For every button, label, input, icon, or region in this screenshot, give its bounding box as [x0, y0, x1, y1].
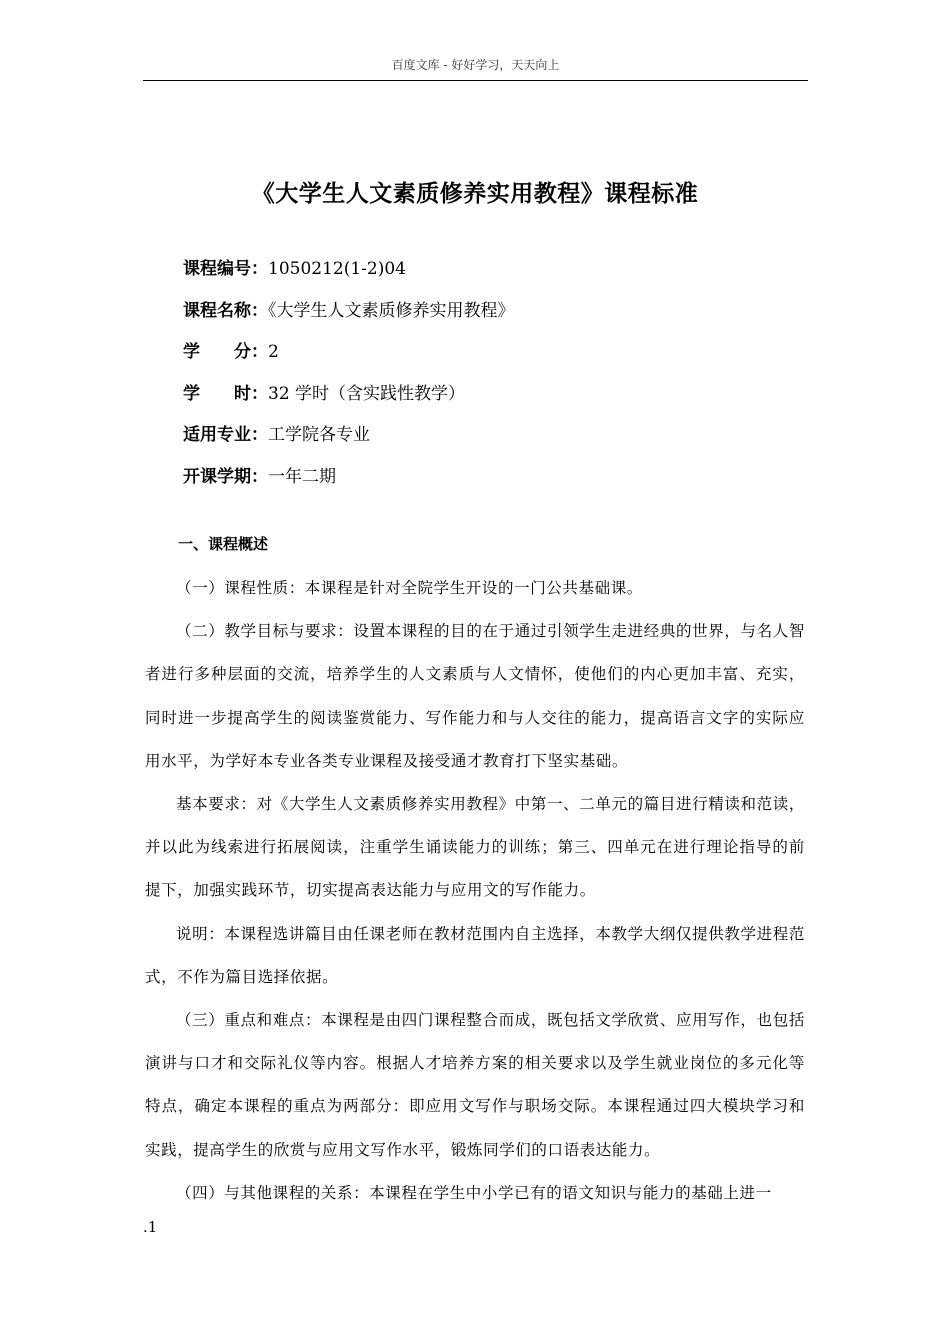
info-value: 工学院各专业 — [268, 425, 370, 445]
info-value: 《大学生人文素质修养实用教程》 — [268, 300, 515, 321]
header-text: 百度文库 - 好好学习，天天向上 — [391, 58, 560, 72]
info-row-course-name — [183, 298, 803, 340]
info-value: 32 学时（含实践性教学） — [268, 383, 466, 404]
info-value: 一年二期 — [268, 466, 336, 487]
course-info-list — [183, 256, 803, 505]
paragraph-course-nature: （一）课程性质：本课程是针对全院学生开设的一门公共基础课。 — [176, 579, 643, 597]
info-row-majors — [183, 422, 803, 464]
info-row-semester — [183, 464, 803, 506]
info-label: 课程编号： — [183, 259, 268, 279]
page-number: .1 — [143, 1218, 158, 1236]
info-row-course-code — [183, 256, 803, 298]
info-label: 学 时： — [183, 383, 268, 404]
info-value: 2 — [268, 342, 279, 362]
info-label: 适用专业： — [183, 425, 268, 445]
page-header — [143, 54, 808, 81]
info-label: 学 分： — [183, 342, 268, 362]
paragraph-note: 说明：本课程选讲篇目由任课老师在教材范围内自主选择，本教学大纲仅提供教学进程范式，不作为篇目选择依据。 — [145, 924, 805, 986]
paragraph-related-courses: （四）与其他课程的关系：本课程在学生中小学已有的语文知识与能力的基础上进一 — [176, 1183, 772, 1202]
info-label: 课程名称： — [183, 300, 268, 321]
paragraph-key-points: （三）重点和难点：本课程是由四门课程整合而成，既包括文学欣赏、应用写作，也包括演讲与口才和交际礼仪等内容。根据人才培养方案的相关要求以及学生就业岗位的多元化等特点，确定本课程的重点为两部分：即应用文写作与职场交际。本课程通过四大模块学习和实践，提高学生的欣赏与应用文写作水平，锻炼同学们的口语表达能力。 — [145, 1011, 805, 1159]
document-title: 《大学生人文素质修养实用教程》课程标准 — [251, 181, 699, 207]
info-row-hours — [183, 381, 803, 423]
paragraph-basic-requirements: 基本要求：对《大学生人文素质修养实用教程》中第一、二单元的篇目进行精读和范读，并以此为线索进行拓展阅读，注重学生诵读能力的训练；第三、四单元在进行理论指导的前提下，加强实践环节，切实提高表达能力与应用文的写作能力。 — [145, 795, 805, 900]
section-body — [145, 567, 805, 1215]
section-heading: 一、课程概述 — [178, 535, 269, 553]
info-label: 开课学期： — [183, 466, 268, 487]
paragraph-teaching-goals: （二）教学目标与要求：设置本课程的目的在于通过引领学生走进经典的世界，与名人智者进行多种层面的交流，培养学生的人文素质与人文情怀，使他们的内心更加丰富、充实，同时进一步提高学生的阅读鉴赏能力、写作能力和与人交往的能力，提高语言文字的实际应用水平，为学好本专业各类专业课程及接受通才教育打下坚实基础。 — [145, 622, 805, 770]
info-value: 1050212(1-2)04 — [268, 259, 406, 279]
info-row-credits — [183, 339, 803, 381]
